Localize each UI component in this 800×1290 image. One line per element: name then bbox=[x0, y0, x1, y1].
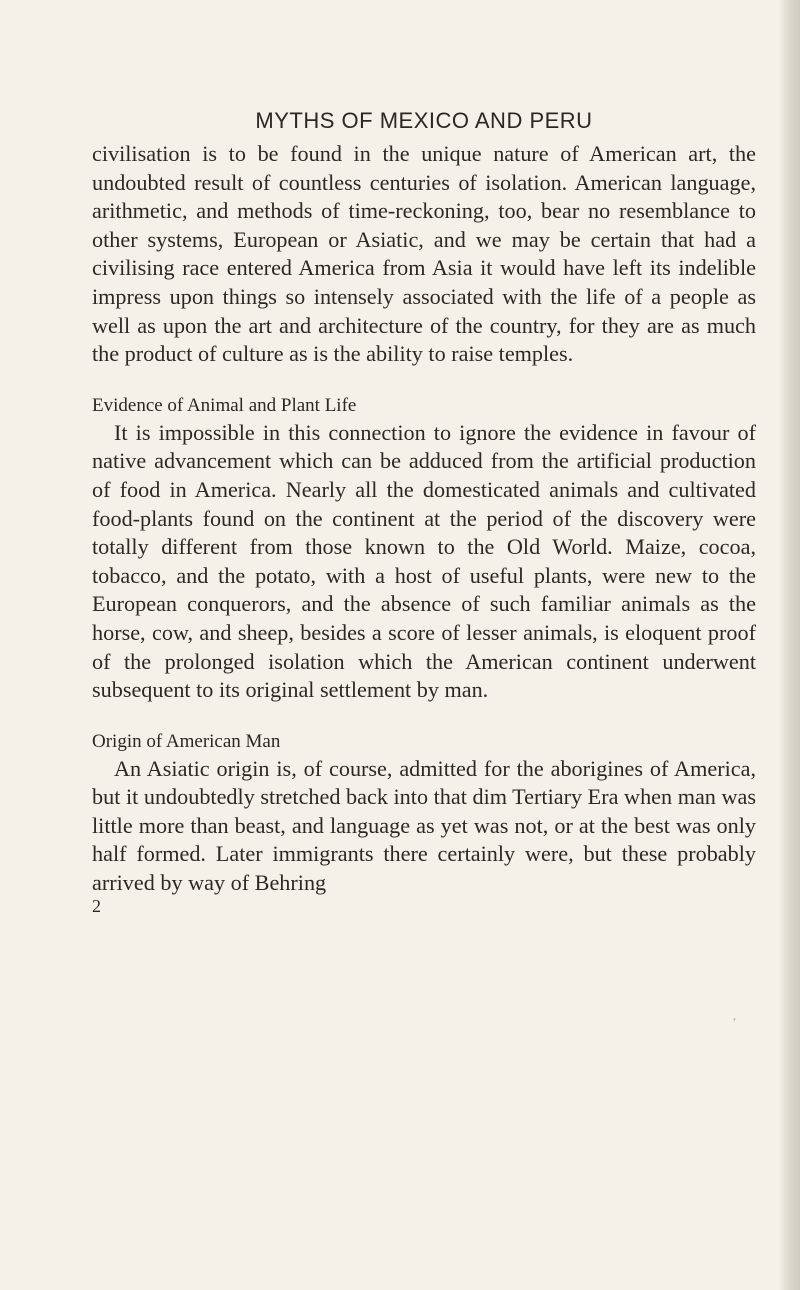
paragraph-food-production: It is impossible in this connection to ignore the evidence in favour of native advancement which can be adduced from the artificial production of food in America. Nearly all the domesticated animals and cultivated food-plants found on the continent at the period of the discovery were totally different from those known to the Old World. Maize, cocoa, tobacco, and the potato, with a host of useful plants, were new to the European conquerors, and the absence of such familiar animals as the horse, cow, and sheep, besides a score of lesser animals, is eloquent proof of the prolonged isolation which the American continent underwent subsequent to its original settlement by man. bbox=[92, 419, 756, 703]
page-number: 2 bbox=[92, 895, 101, 916]
page-edge-shadow bbox=[778, 0, 800, 1290]
section-heading-origin-american-man: Origin of American Man bbox=[92, 730, 281, 752]
paragraph-civilisation: civilisation is to be found in the unique nature of American art, the undoubted result of countless centuries of isolation. American language, arithmetic, and methods of time-reckoning, too, bear no resemblance to other systems, European or Asiatic, and we may be certain that had a civilising race entered America from Asia it would have left its indelible impress upon things so intensely associated with the life of a people as well as upon the art and architecture of the country, for they are as much the product of culture as is the ability to raise temples. bbox=[92, 141, 756, 367]
running-head: MYTHS OF MEXICO AND PERU bbox=[255, 108, 593, 133]
section-heading-animal-plant-life: Evidence of Animal and Plant Life bbox=[92, 394, 357, 416]
book-page bbox=[92, 108, 756, 917]
paragraph-asiatic-origin: An Asiatic origin is, of course, admitted for the aborigines of America, but it undoubtedly stretched back into that dim Tertiary Era when man was little more than beast, and language as yet was not, or at the best was only half formed. Later immigrants there certainly were, but these probably arrived by way of Behring bbox=[92, 755, 756, 896]
stray-mark: ’ bbox=[732, 1016, 737, 1031]
